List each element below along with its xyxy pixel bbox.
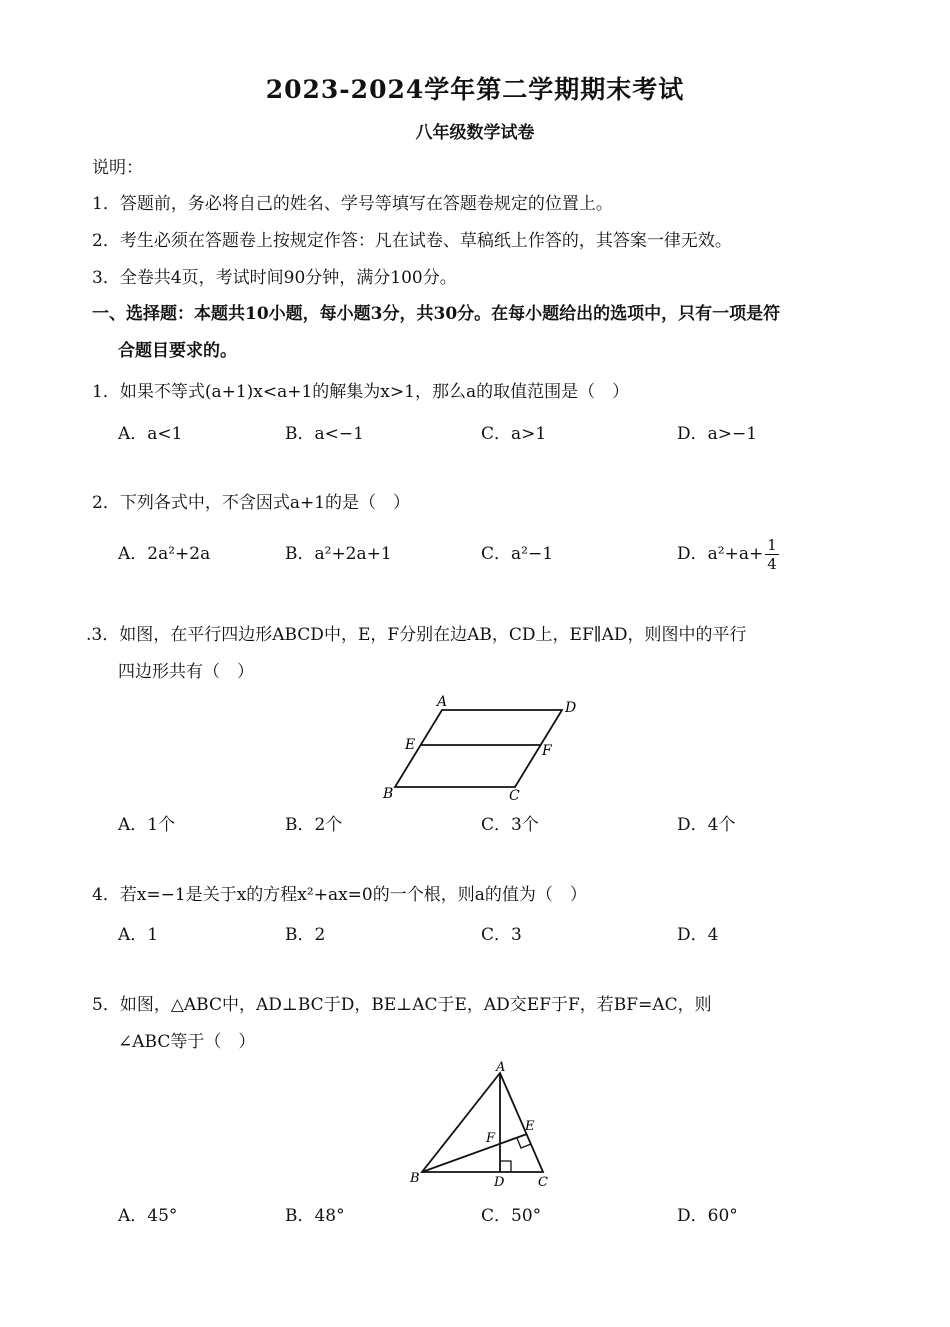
label-d: D xyxy=(494,1175,505,1190)
triangle-figure xyxy=(400,1060,570,1195)
question-5-line1: 5．如图，△ABC中，AD⊥BC于D，BE⊥AC于E，AD交EF于F，若BF=AC，则 xyxy=(92,995,712,1015)
label-f: F xyxy=(486,1131,496,1146)
q1-option-a: A．a<1 xyxy=(118,424,183,444)
label-e: E xyxy=(525,1119,535,1134)
q1-option-d: D．a>−1 xyxy=(677,424,758,444)
q5-option-d: D．60° xyxy=(677,1206,738,1226)
instruction-item-1: 1．答题前，务必将自己的姓名、学号等填写在答题卷规定的位置上。 xyxy=(92,194,613,214)
q4-option-d: D．4 xyxy=(677,925,719,945)
q2-option-d-text: D．a²+a+ xyxy=(677,544,764,564)
right-angle-mark-d xyxy=(500,1161,511,1172)
q2-option-d-fraction xyxy=(765,536,779,573)
q4-option-b: B．2 xyxy=(285,925,326,945)
q2-option-b: B．a²+2a+1 xyxy=(285,544,392,564)
section-heading-line1: 一、选择题：本题共10小题，每小题3分，共30分。在每小题给出的选项中，只有一项是符 xyxy=(92,304,781,324)
question-1-text: 1．如果不等式(a+1)x<a+1的解集为x>1，那么a的取值范围是（ ） xyxy=(92,382,630,402)
parallelogram-figure xyxy=(375,690,595,810)
label-c: C xyxy=(509,788,520,804)
label-d: D xyxy=(565,700,577,716)
q4-option-c: C．3 xyxy=(481,925,522,945)
label-e: E xyxy=(405,737,416,753)
q2-option-d xyxy=(677,530,779,578)
q5-option-a: A．45° xyxy=(118,1206,178,1226)
label-a: A xyxy=(496,1060,506,1075)
instruction-item-3: 3．全卷共4页，考试时间90分钟，满分100分。 xyxy=(92,268,457,288)
fraction-numerator: 1 xyxy=(767,536,777,554)
q3-option-d: D．4个 xyxy=(677,815,736,835)
instructions-heading: 说明： xyxy=(92,158,143,178)
q4-option-a: A．1 xyxy=(118,925,159,945)
label-f: F xyxy=(542,743,552,759)
label-c: C xyxy=(538,1175,548,1190)
q1-option-b: B．a<−1 xyxy=(285,424,364,444)
label-b: B xyxy=(383,786,394,802)
q5-option-b: B．48° xyxy=(285,1206,345,1226)
fraction-denominator: 4 xyxy=(767,555,777,573)
page-subtitle: 八年级数学试卷 xyxy=(415,123,535,143)
q3-option-c: C．3个 xyxy=(481,815,539,835)
q2-option-a: A．2a²+2a xyxy=(118,544,211,564)
section-heading-line2: 合题目要求的。 xyxy=(118,341,237,361)
q1-option-c: C．a>1 xyxy=(481,424,547,444)
parallelogram-shape xyxy=(395,710,562,787)
question-4-text: 4．若x=−1是关于x的方程x²+ax=0的一个根，则a的值为（ ） xyxy=(92,885,587,905)
question-3-line1: .3．如图，在平行四边形ABCD中，E，F分别在边AB，CD上，EF∥AD，则图中的平行 xyxy=(86,625,747,645)
q2-option-c: C．a²−1 xyxy=(481,544,554,564)
label-a: A xyxy=(437,694,448,710)
question-3-line2: 四边形共有（ ） xyxy=(118,662,254,682)
question-2-text: 2．下列各式中，不含因式a+1的是（ ） xyxy=(92,493,411,513)
page-title: 2023-2024学年第二学期期末考试 xyxy=(265,75,685,104)
label-b: B xyxy=(410,1171,420,1186)
q5-option-c: C．50° xyxy=(481,1206,542,1226)
question-5-line2: ∠ABC等于（ ） xyxy=(118,1032,256,1052)
instruction-item-2: 2．考生必须在答题卷上按规定作答：凡在试卷、草稿纸上作答的，其答案一律无效。 xyxy=(92,231,732,251)
q3-option-a: A．1个 xyxy=(118,815,176,835)
q3-option-b: B．2个 xyxy=(285,815,343,835)
